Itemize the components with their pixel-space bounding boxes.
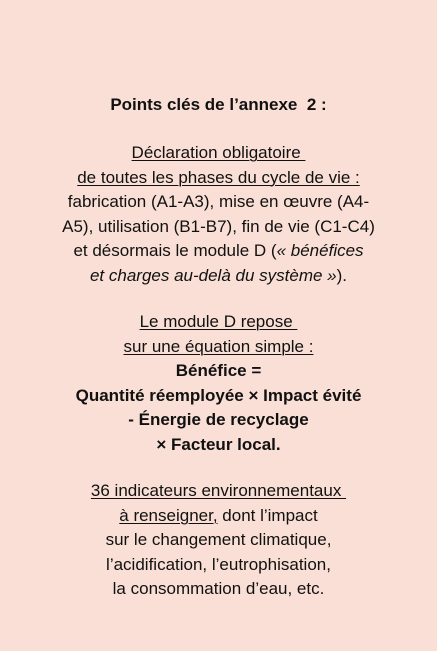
lifecycle-body-line3-italic: « bénéfices (276, 241, 364, 260)
lifecycle-body-line4 (0, 264, 437, 289)
indicators-body-line1: sur le changement climatique, (105, 530, 332, 549)
formula-line2: Quantité réemployée × Impact évité (75, 385, 362, 405)
module-d-heading-line2: sur une équation simple : (123, 336, 314, 356)
lifecycle-body-line4-text: ). (336, 265, 348, 285)
lifecycle-body-line3 (0, 239, 437, 264)
module-d-heading-line1: Le module D repose (139, 312, 298, 331)
lifecycle-body-line3-text: et désormais le module D ( (73, 241, 277, 260)
lifecycle-body-line4-italic: et charges au-delà du système » (89, 265, 337, 285)
lifecycle-heading-line2: de toutes les phases du cycle de vie : (77, 167, 360, 187)
lifecycle-body-line2: A5), utilisation (B1-B7), fin de vie (C1-C4) (62, 216, 375, 236)
formula-line1: Bénéfice = (175, 361, 262, 380)
indicators-heading-line2-underlined: à renseigner, (119, 505, 218, 525)
lifecycle-section (0, 141, 437, 288)
indicators-heading-line2 (0, 504, 437, 529)
indicators-heading-line1: 36 indicateurs environnementaux (90, 481, 347, 500)
annex-title: Points clés de l’annexe 2 : (110, 95, 327, 114)
indicators-body-line2: l’acidification, l’eutrophisation, (106, 554, 331, 574)
indicators-body-line3: la consommation d’eau, etc. (112, 579, 325, 598)
formula-line4: × Facteur local. (156, 434, 281, 454)
formula-line3: - Énergie de recyclage (128, 410, 309, 429)
indicators-section (0, 479, 437, 602)
lifecycle-body-line1: fabrication (A1-A3), mise en œuvre (A4- (67, 192, 370, 211)
module-d-section (0, 310, 437, 457)
indicators-heading-line2-rest: dont l’impact (217, 505, 318, 525)
lifecycle-heading-line1: Déclaration obligatoire (131, 143, 306, 162)
